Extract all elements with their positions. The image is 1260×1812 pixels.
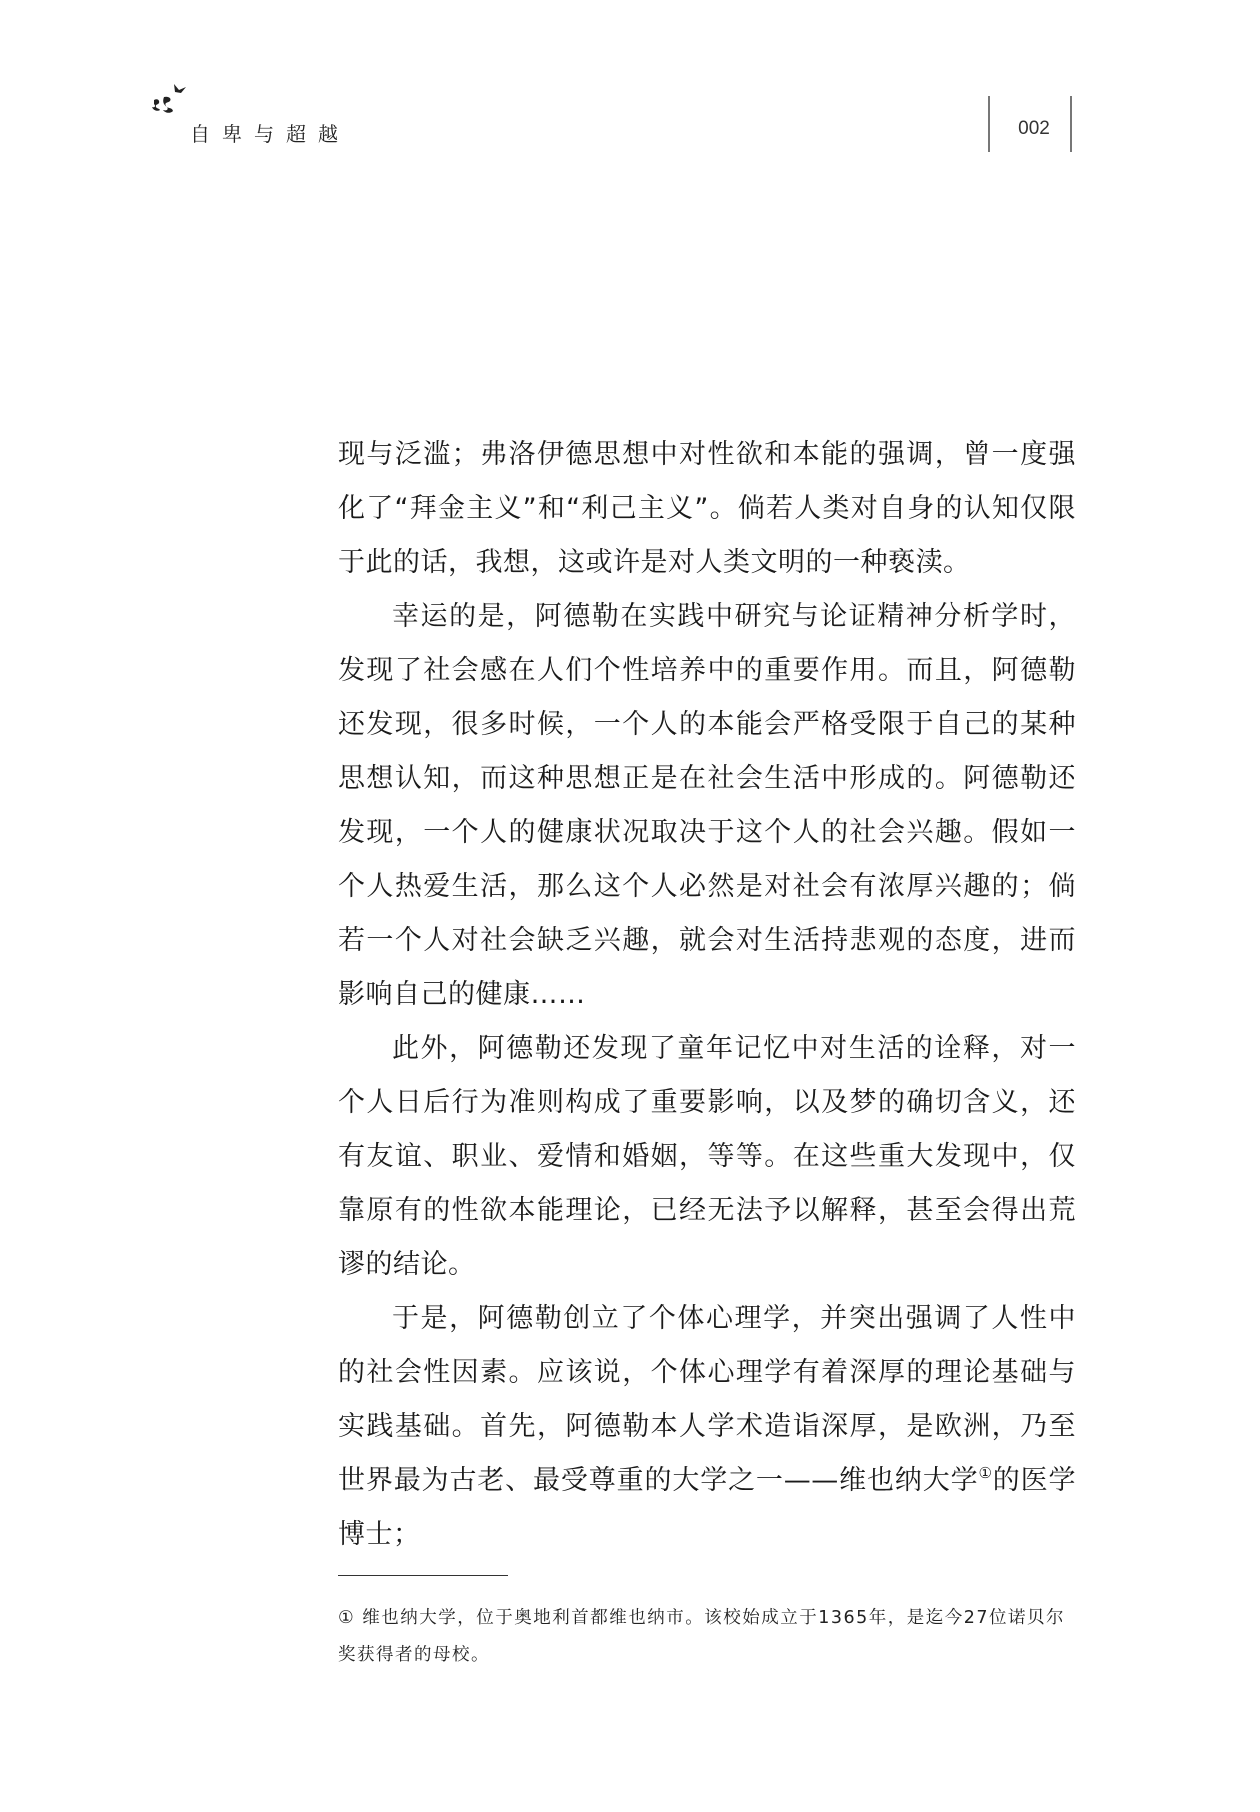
book-title: 自卑与超越 bbox=[190, 122, 350, 146]
header-divider-right bbox=[1070, 96, 1072, 152]
paragraph-1: 现与泛滥；弗洛伊德思想中对性欲和本能的强调，曾一度强化了“拜金主义”和“利己主义”。倘若人类对自身的认知仅限于此的话，我想，这或许是对人类文明的一种亵渎。 bbox=[338, 439, 1076, 578]
header-divider-left bbox=[988, 96, 990, 152]
body-text bbox=[338, 428, 1076, 1562]
paragraph-4 bbox=[338, 1292, 1076, 1562]
footnote-reference[interactable]: ① bbox=[978, 1464, 993, 1482]
page-number: 002 bbox=[1018, 118, 1050, 139]
paragraph-4-text: 于是，阿德勒创立了个体心理学，并突出强调了人性中的社会性因素。应该说，个体心理学有着深厚的理论基础与实践基础。首先，阿德勒本人学术造诣深厚，是欧洲，乃至世界最为古老、最受尊重的大学之一——维也纳大学 bbox=[338, 1303, 1076, 1496]
paragraph-4-text-end: 的医学博士； bbox=[338, 1465, 1077, 1550]
paragraph-3: 此外，阿德勒还发现了童年记忆中对生活的诠释，对一个人日后行为准则构成了重要影响，以及梦的确切含义，还有友谊、职业、爱情和婚姻，等等。在这些重大发现中，仅靠原有的性欲本能理论，已经无法予以解释，甚至会得出荒谬的结论。 bbox=[338, 1033, 1076, 1280]
paragraph-2: 幸运的是，阿德勒在实践中研究与论证精神分析学时，发现了社会感在人们个性培养中的重要作用。而且，阿德勒还发现，很多时候，一个人的本能会严格受限于自己的某种思想认知，而这种思想正是在社会生活中形成的。阿德勒还发现，一个人的健康状况取决于这个人的社会兴趣。假如一个人热爱生活，那么这个人必然是对社会有浓厚兴趣的；倘若一个人对社会缺乏兴趣，就会对生活持悲观的态度，进而影响自己的健康…… bbox=[338, 601, 1076, 1010]
footnote: ① 维也纳大学，位于奥地利首都维也纳市。该校始成立于1365年，是迄今27位诺贝尔奖获得者的母校。 bbox=[338, 1608, 1066, 1665]
footnote-divider bbox=[338, 1575, 508, 1576]
